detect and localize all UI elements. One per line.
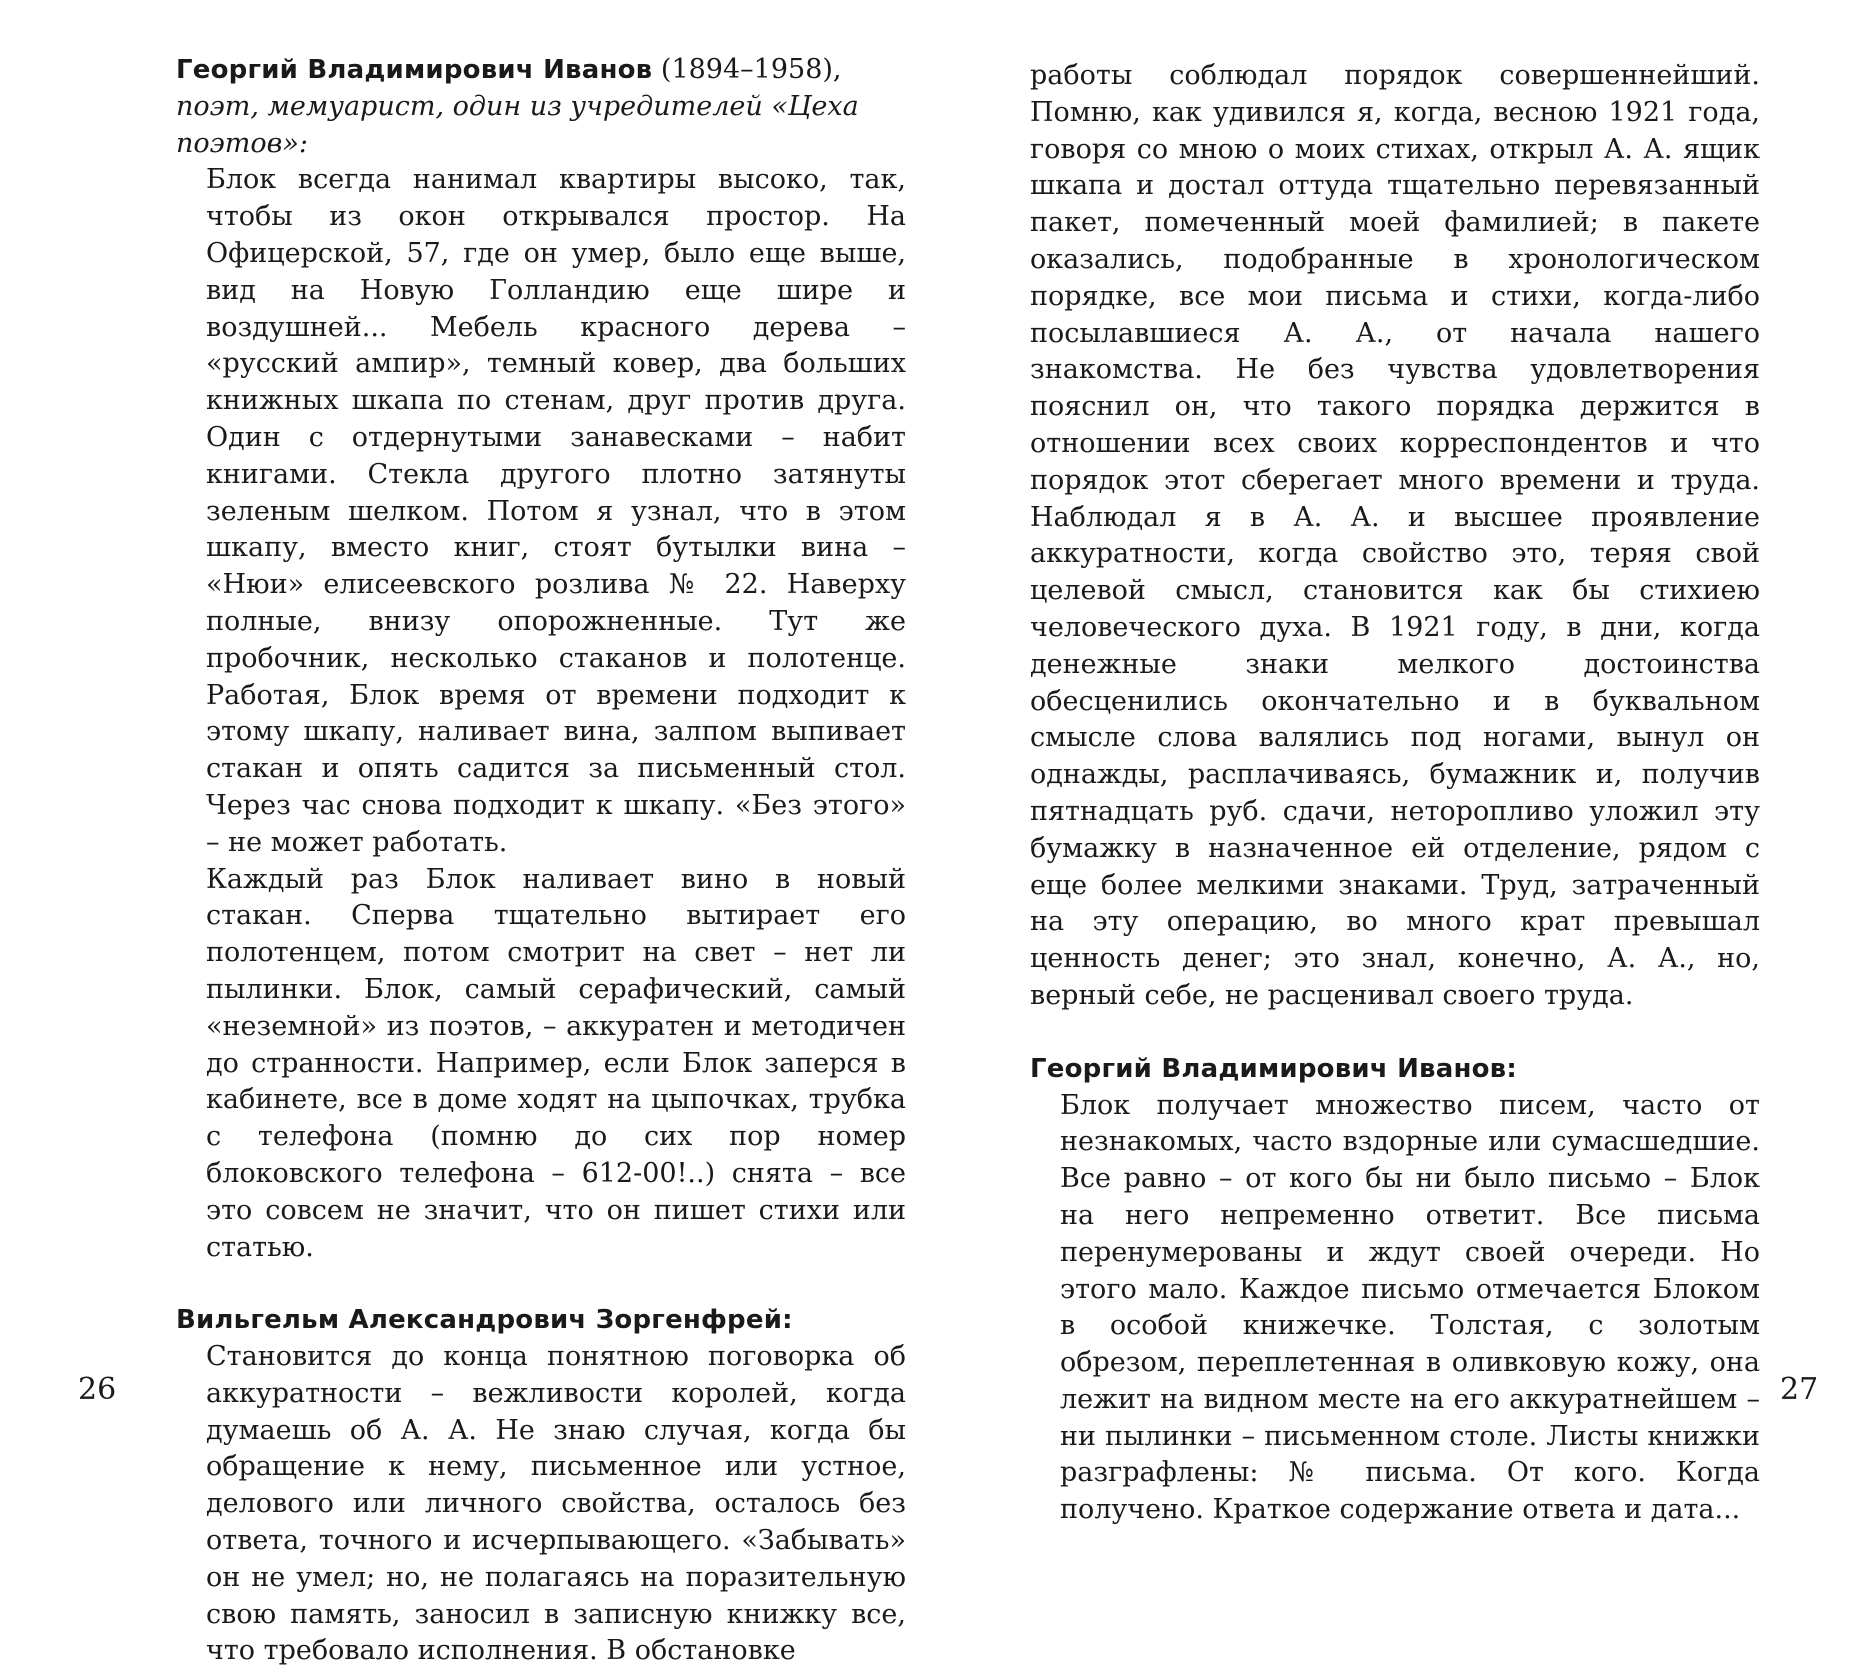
memoir-entry — [176, 1302, 906, 1670]
entry-body — [1030, 58, 1760, 1015]
speaker-name: Георгий Владимирович Иванов — [176, 55, 653, 85]
page-number: 26 — [78, 1372, 117, 1407]
paragraph: Становится до конца понятною поговорка об аккуратности – вежливости королей, когда думаешь об А. А. Не знаю случая, когда бы обращение к нему, письменное или устное, делового или личного свойства, осталось без ответа, точного и исчерпывающего. «Забывать» он не умел; но, не полагаясь на поразительную свою память, заносил в записную книжку все, что требовало исполнения. В обстановке — [206, 1341, 906, 1667]
paragraph: работы соблюдал порядок совершеннейший. Помню, как удивился я, когда, весною 1921 года, говоря со мною о моих стихах, открыл А. А. ящик шкапа и достал оттуда тщательно перевязанный пакет, помеченный моей фамилией; в пакете оказались, подобранные в хронологическом порядке, все мои письма и стихи, когда-либо посылавшиеся А. А., от начала нашего знакомства. Не без чувства удовлетворения пояснил он, что такого порядка держится в отношении всех своих корреспондентов и что порядок этот сберегает много времени и труда. Наблюдал я в А. А. и высшее проявление аккуратности, когда свойство это, теряя свой целевой смысл, становится как бы стихиею человеческого духа. В 1921 году, в дни, когда денежные знаки мелкого достоинства обесценились окончательно и в буквальном смысле слова валялись под ногами, вынул он однажды, расплачиваясь, бумажник и, получив пятнадцать руб. сдачи, неторопливо уложил эту бумажку в назначенное ей отделение, рядом с еще более мелкими знаками. Труд, затраченный на эту операцию, во много крат превышал ценность денег; это знал, конечно, А. А., но, верный себе, не расценивал своего труда. — [1030, 60, 1760, 1011]
speaker-heading — [176, 52, 906, 162]
memoir-entry — [1030, 1051, 1760, 1529]
speaker-role: поэт, мемуарист, один из учредителей «Цеха поэтов»: — [176, 90, 859, 159]
left-page — [0, 0, 929, 1667]
speaker-heading — [1030, 1051, 1760, 1088]
continued-entry — [1030, 58, 1760, 1015]
page-number: 27 — [1780, 1372, 1819, 1407]
speaker-name: Георгий Владимирович Иванов: — [1030, 1053, 1517, 1084]
right-text-column — [1030, 58, 1760, 1529]
paragraph: Блок получает множество писем, часто от незнакомых, часто вздорные или сумасшедшие. Все равно – от кого бы ни было письмо – Блок на него непременно ответит. Все письма перенумерованы и ждут своей очереди. Но этого мало. Каждое письмо отмечается Блоком в особой книжечке. Толстая, с золотым обрезом, переплетенная в оливковую кожу, она лежит на видном месте на его аккуратнейшем – ни пылинки – письменном столе. Листы книжки разграфлены: № письма. От кого. Когда получено. Краткое содержание ответа и дата... — [1060, 1089, 1760, 1526]
entry-body — [176, 1339, 906, 1670]
left-text-column — [176, 52, 906, 1670]
entry-body — [176, 162, 906, 1266]
speaker-dates: (1894–1958), — [652, 54, 842, 85]
memoir-entry — [176, 52, 906, 1266]
speaker-name: Вильгельм Александрович Зоргенфрей: — [176, 1305, 793, 1336]
speaker-heading — [176, 1302, 906, 1339]
paragraph: Блок всегда нанимал квартиры высоко, так, чтобы из окон открывался простор. На Офицерской, 57, где он умер, было еще выше, вид на Новую Голландию еще шире и воздушней... Мебель красного дерева – «русский ампир», темный ковер, два больших книжных шкапа по стенам, друг против друга. Один с отдернутыми занавесками – набит книгами. Стекла другого плотно затянуты зеленым шелком. Потом я узнал, что в этом шкапу, вместо книг, стоят бутылки вина – «Нюи» елисеевского розлива № 22. Наверху полные, внизу опорожненные. Тут же пробочник, несколько стаканов и полотенце. Работая, Блок время от времени подходит к этому шкапу, наливает вина, залпом выпивает стакан и опять садится за письменный стол. Через час снова подходит к шкапу. «Без этого» – не может работать. — [206, 164, 906, 858]
right-page — [930, 0, 1859, 1526]
entry-body — [1030, 1088, 1760, 1530]
paragraph: Каждый раз Блок наливает вино в новый стакан. Сперва тщательно вытирает его полотенцем, потом смотрит на свет – нет ли пылинки. Блок, самый серафический, самый «неземной» из поэтов, – аккуратен и методичен до странности. Например, если Блок заперся в кабинете, все в доме ходят на цыпочках, трубка с телефона (помню до сих пор номер блоковского телефона – 612-00!..) снята – все это совсем не значит, что он пишет стихи или статью. — [206, 863, 906, 1263]
